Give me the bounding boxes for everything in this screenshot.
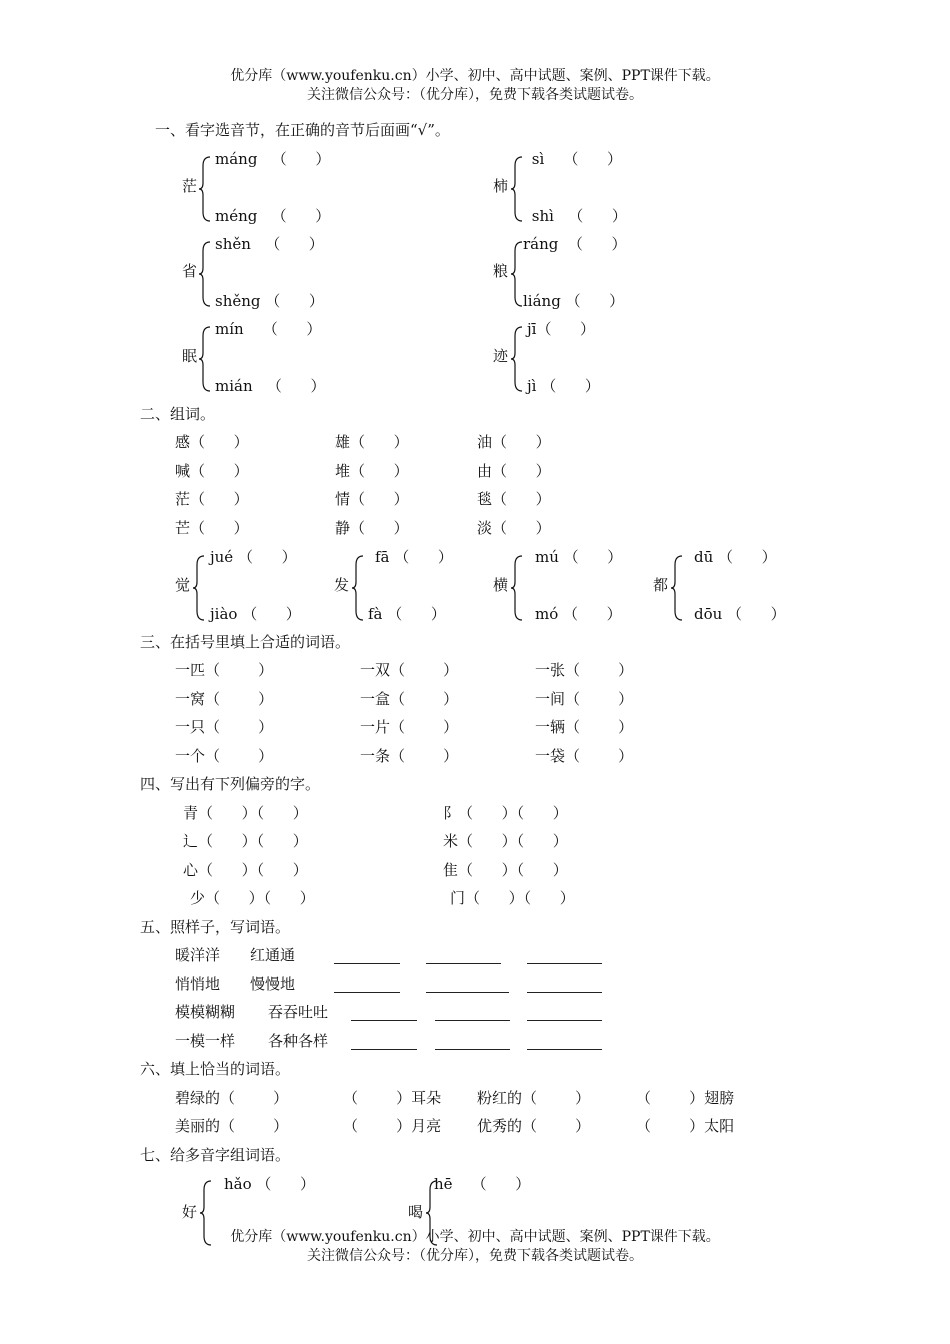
brace-icon bbox=[351, 555, 365, 621]
s2-cell: 雄（ ） bbox=[335, 433, 409, 451]
s2-poly-top: dū （ ） bbox=[694, 548, 777, 566]
s1-option-top: máng （ ） bbox=[215, 150, 331, 168]
s2-poly-bottom: mó （ ） bbox=[535, 605, 622, 623]
answer-blank[interactable] bbox=[334, 963, 400, 964]
s4-cell: 隹（ ）（ ） bbox=[443, 861, 568, 879]
s1-char: 迹 bbox=[493, 347, 509, 365]
section-1-title: 一、看字选音节，在正确的音节后面画“√”。 bbox=[155, 121, 450, 139]
page-header-line1: 优分库（www.youfenku.cn）小学、初中、高中试题、案例、PPT课件下载。 bbox=[230, 68, 720, 84]
s2-cell: 由（ ） bbox=[477, 462, 551, 480]
s7-char: 喝 bbox=[408, 1203, 424, 1221]
s2-poly-char: 觉 bbox=[175, 576, 191, 594]
s2-poly-char: 发 bbox=[334, 576, 350, 594]
brace-icon bbox=[510, 241, 524, 307]
s4-cell: 门（ ）（ ） bbox=[450, 889, 575, 907]
s2-cell: 堆（ ） bbox=[335, 462, 409, 480]
s3-cell: 一条（ ） bbox=[360, 747, 459, 765]
s3-cell: 一盒（ ） bbox=[360, 690, 459, 708]
s5-example-1: 暖洋洋 bbox=[175, 946, 221, 964]
answer-blank[interactable] bbox=[351, 1049, 417, 1050]
s6-cell: （ ）耳朵 bbox=[343, 1089, 442, 1107]
s6-cell: 碧绿的（ ） bbox=[175, 1089, 289, 1107]
s1-option-bottom: shì （ ） bbox=[527, 207, 627, 225]
s3-cell: 一窝（ ） bbox=[175, 690, 274, 708]
s5-example-1: 一模一样 bbox=[175, 1032, 236, 1050]
brace-icon bbox=[198, 326, 212, 392]
s2-poly-top: jué （ ） bbox=[210, 548, 297, 566]
s6-cell: （ ）月亮 bbox=[343, 1117, 442, 1135]
answer-blank[interactable] bbox=[435, 1049, 510, 1050]
s1-char: 省 bbox=[182, 262, 198, 280]
s3-cell: 一辆（ ） bbox=[535, 718, 634, 736]
s3-cell: 一张（ ） bbox=[535, 661, 634, 679]
section-4-title: 四、写出有下列偏旁的字。 bbox=[140, 775, 321, 793]
s7-char: 好 bbox=[182, 1203, 198, 1221]
answer-blank[interactable] bbox=[426, 963, 501, 964]
s1-char: 眠 bbox=[182, 347, 198, 365]
s5-example-1: 模模糊糊 bbox=[175, 1003, 236, 1021]
s1-option-top: sì （ ） bbox=[527, 150, 622, 168]
s2-cell: 油（ ） bbox=[477, 433, 551, 451]
s4-cell: 米（ ）（ ） bbox=[443, 832, 568, 850]
s6-cell: （ ）太阳 bbox=[636, 1117, 735, 1135]
s2-cell: 芒（ ） bbox=[175, 519, 249, 537]
s5-example-1: 悄悄地 bbox=[175, 975, 221, 993]
s3-cell: 一只（ ） bbox=[175, 718, 274, 736]
section-5-title: 五、照样子，写词语。 bbox=[140, 918, 291, 936]
brace-icon bbox=[510, 555, 524, 621]
s2-poly-bottom: dōu （ ） bbox=[694, 605, 786, 623]
s2-poly-top: fā （ ） bbox=[375, 548, 453, 566]
page-footer-line2: 关注微信公众号：（优分库），免费下载各类试题试卷。 bbox=[307, 1248, 643, 1264]
s6-cell: （ ）翅膀 bbox=[636, 1089, 735, 1107]
s4-cell: 青（ ）（ ） bbox=[183, 804, 308, 822]
brace-icon bbox=[510, 326, 524, 392]
answer-blank[interactable] bbox=[527, 1020, 602, 1021]
answer-blank[interactable] bbox=[527, 1049, 602, 1050]
section-2-title: 二、组词。 bbox=[140, 405, 216, 423]
answer-blank[interactable] bbox=[435, 1020, 510, 1021]
answer-blank[interactable] bbox=[527, 963, 602, 964]
answer-blank[interactable] bbox=[334, 992, 400, 993]
answer-blank[interactable] bbox=[527, 992, 602, 993]
s1-option-top: ráng （ ） bbox=[523, 235, 627, 253]
s5-example-2: 各种各样 bbox=[268, 1032, 329, 1050]
s6-cell: 美丽的（ ） bbox=[175, 1117, 289, 1135]
s3-cell: 一袋（ ） bbox=[535, 747, 634, 765]
s1-option-bottom: jì （ ） bbox=[527, 377, 600, 395]
s2-poly-char: 都 bbox=[653, 576, 669, 594]
section-6-title: 六、填上恰当的词语。 bbox=[140, 1060, 291, 1078]
s1-option-top: mín （ ） bbox=[215, 320, 322, 338]
s1-char: 柿 bbox=[493, 177, 509, 195]
brace-icon bbox=[198, 156, 212, 222]
s3-cell: 一片（ ） bbox=[360, 718, 459, 736]
s2-cell: 淡（ ） bbox=[477, 519, 551, 537]
brace-icon bbox=[198, 241, 212, 307]
s2-poly-top: mú （ ） bbox=[535, 548, 623, 566]
s4-cell: 少（ ）（ ） bbox=[190, 889, 315, 907]
s5-example-2: 慢慢地 bbox=[250, 975, 296, 993]
s7-option-top: hē （ ） bbox=[434, 1175, 531, 1193]
s6-cell: 粉红的（ ） bbox=[477, 1089, 591, 1107]
s2-poly-bottom: jiào （ ） bbox=[210, 605, 301, 623]
s1-char: 粮 bbox=[493, 262, 509, 280]
s4-cell: 阝（ ）（ ） bbox=[443, 804, 568, 822]
s2-cell: 毯（ ） bbox=[477, 490, 551, 508]
s2-cell: 情（ ） bbox=[335, 490, 409, 508]
s2-cell: 喊（ ） bbox=[175, 462, 249, 480]
s4-cell: 辶（ ）（ ） bbox=[183, 832, 308, 850]
page-header-line2: 关注微信公众号：（优分库），免费下载各类试题试卷。 bbox=[307, 87, 643, 103]
s1-option-bottom: mián （ ） bbox=[215, 377, 326, 395]
s2-cell: 茫（ ） bbox=[175, 490, 249, 508]
s7-option-top: hǎo （ ） bbox=[224, 1175, 316, 1193]
section-7-title: 七、给多音字组词语。 bbox=[140, 1146, 291, 1164]
answer-blank[interactable] bbox=[426, 992, 509, 993]
brace-icon bbox=[670, 555, 684, 621]
s3-cell: 一双（ ） bbox=[360, 661, 459, 679]
s3-cell: 一个（ ） bbox=[175, 747, 274, 765]
s3-cell: 一间（ ） bbox=[535, 690, 634, 708]
s2-cell: 静（ ） bbox=[335, 519, 409, 537]
s1-option-bottom: liáng （ ） bbox=[523, 292, 625, 310]
s6-cell: 优秀的（ ） bbox=[477, 1117, 591, 1135]
s5-example-2: 吞吞吐吐 bbox=[268, 1003, 329, 1021]
s3-cell: 一匹（ ） bbox=[175, 661, 274, 679]
s5-example-2: 红通通 bbox=[250, 946, 296, 964]
s1-char: 茫 bbox=[182, 177, 198, 195]
s2-poly-bottom: fà （ ） bbox=[368, 605, 446, 623]
page-footer-line1: 优分库（www.youfenku.cn）小学、初中、高中试题、案例、PPT课件下载。 bbox=[230, 1229, 720, 1245]
section-3-title: 三、在括号里填上合适的词语。 bbox=[140, 633, 351, 651]
answer-blank[interactable] bbox=[351, 1020, 417, 1021]
s2-cell: 感（ ） bbox=[175, 433, 249, 451]
s1-option-top: shěn （ ） bbox=[215, 235, 324, 253]
brace-icon bbox=[192, 555, 206, 621]
brace-icon bbox=[510, 156, 524, 222]
s1-option-top: jī（ ） bbox=[527, 320, 596, 338]
s2-poly-char: 横 bbox=[493, 576, 509, 594]
s1-option-bottom: shěng （ ） bbox=[215, 292, 324, 310]
s4-cell: 心（ ）（ ） bbox=[183, 861, 308, 879]
s1-option-bottom: méng （ ） bbox=[215, 207, 331, 225]
